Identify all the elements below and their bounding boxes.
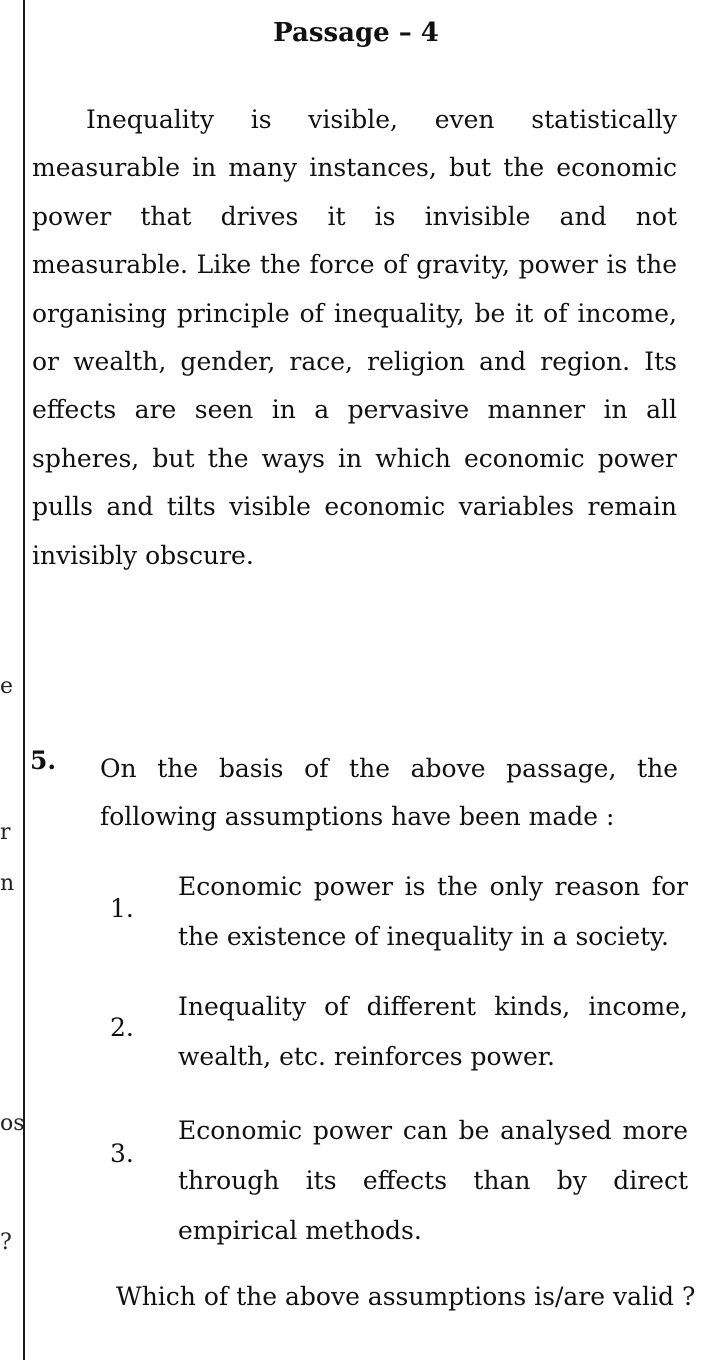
statement-text: Economic power can be analysed more through its effects than by direct empirical methods. (178, 1116, 688, 1245)
statement-number: 2. (110, 1013, 134, 1042)
left-margin-rule (23, 0, 25, 1360)
question-number: 5. (30, 746, 57, 775)
question-stem: On the basis of the above passage, the following assumptions have been made : (100, 754, 678, 831)
question-prompt: Which of the above assumptions is/are valid ? (116, 1282, 696, 1311)
margin-fragment: os (0, 1111, 25, 1136)
margin-fragment: e (0, 674, 14, 699)
statement-number: 1. (110, 894, 134, 923)
statement-number: 3. (110, 1139, 134, 1168)
passage-heading: Passage – 4 (273, 18, 439, 48)
passage-text: Inequality is visible, even statistically measurable in many instances, but the economic power that drives it is invisible and not measurable. Like the force of gravity, power is the organising principle of inequality, be it of income, or wealth, gender, race, religion and region. Its effects are seen in a pervasive manner in all spheres, but the ways in which economic power pulls and tilts visible economic variables remain invisibly obscure. (32, 105, 677, 570)
statement-text: Inequality of different kinds, income, wealth, etc. reinforces power. (178, 992, 688, 1071)
margin-fragment: r (0, 820, 11, 845)
margin-fragment: n (0, 871, 15, 896)
statement-text: Economic power is the only reason for the existence of inequality in a society. (178, 872, 688, 951)
margin-fragment: ? (0, 1230, 12, 1255)
